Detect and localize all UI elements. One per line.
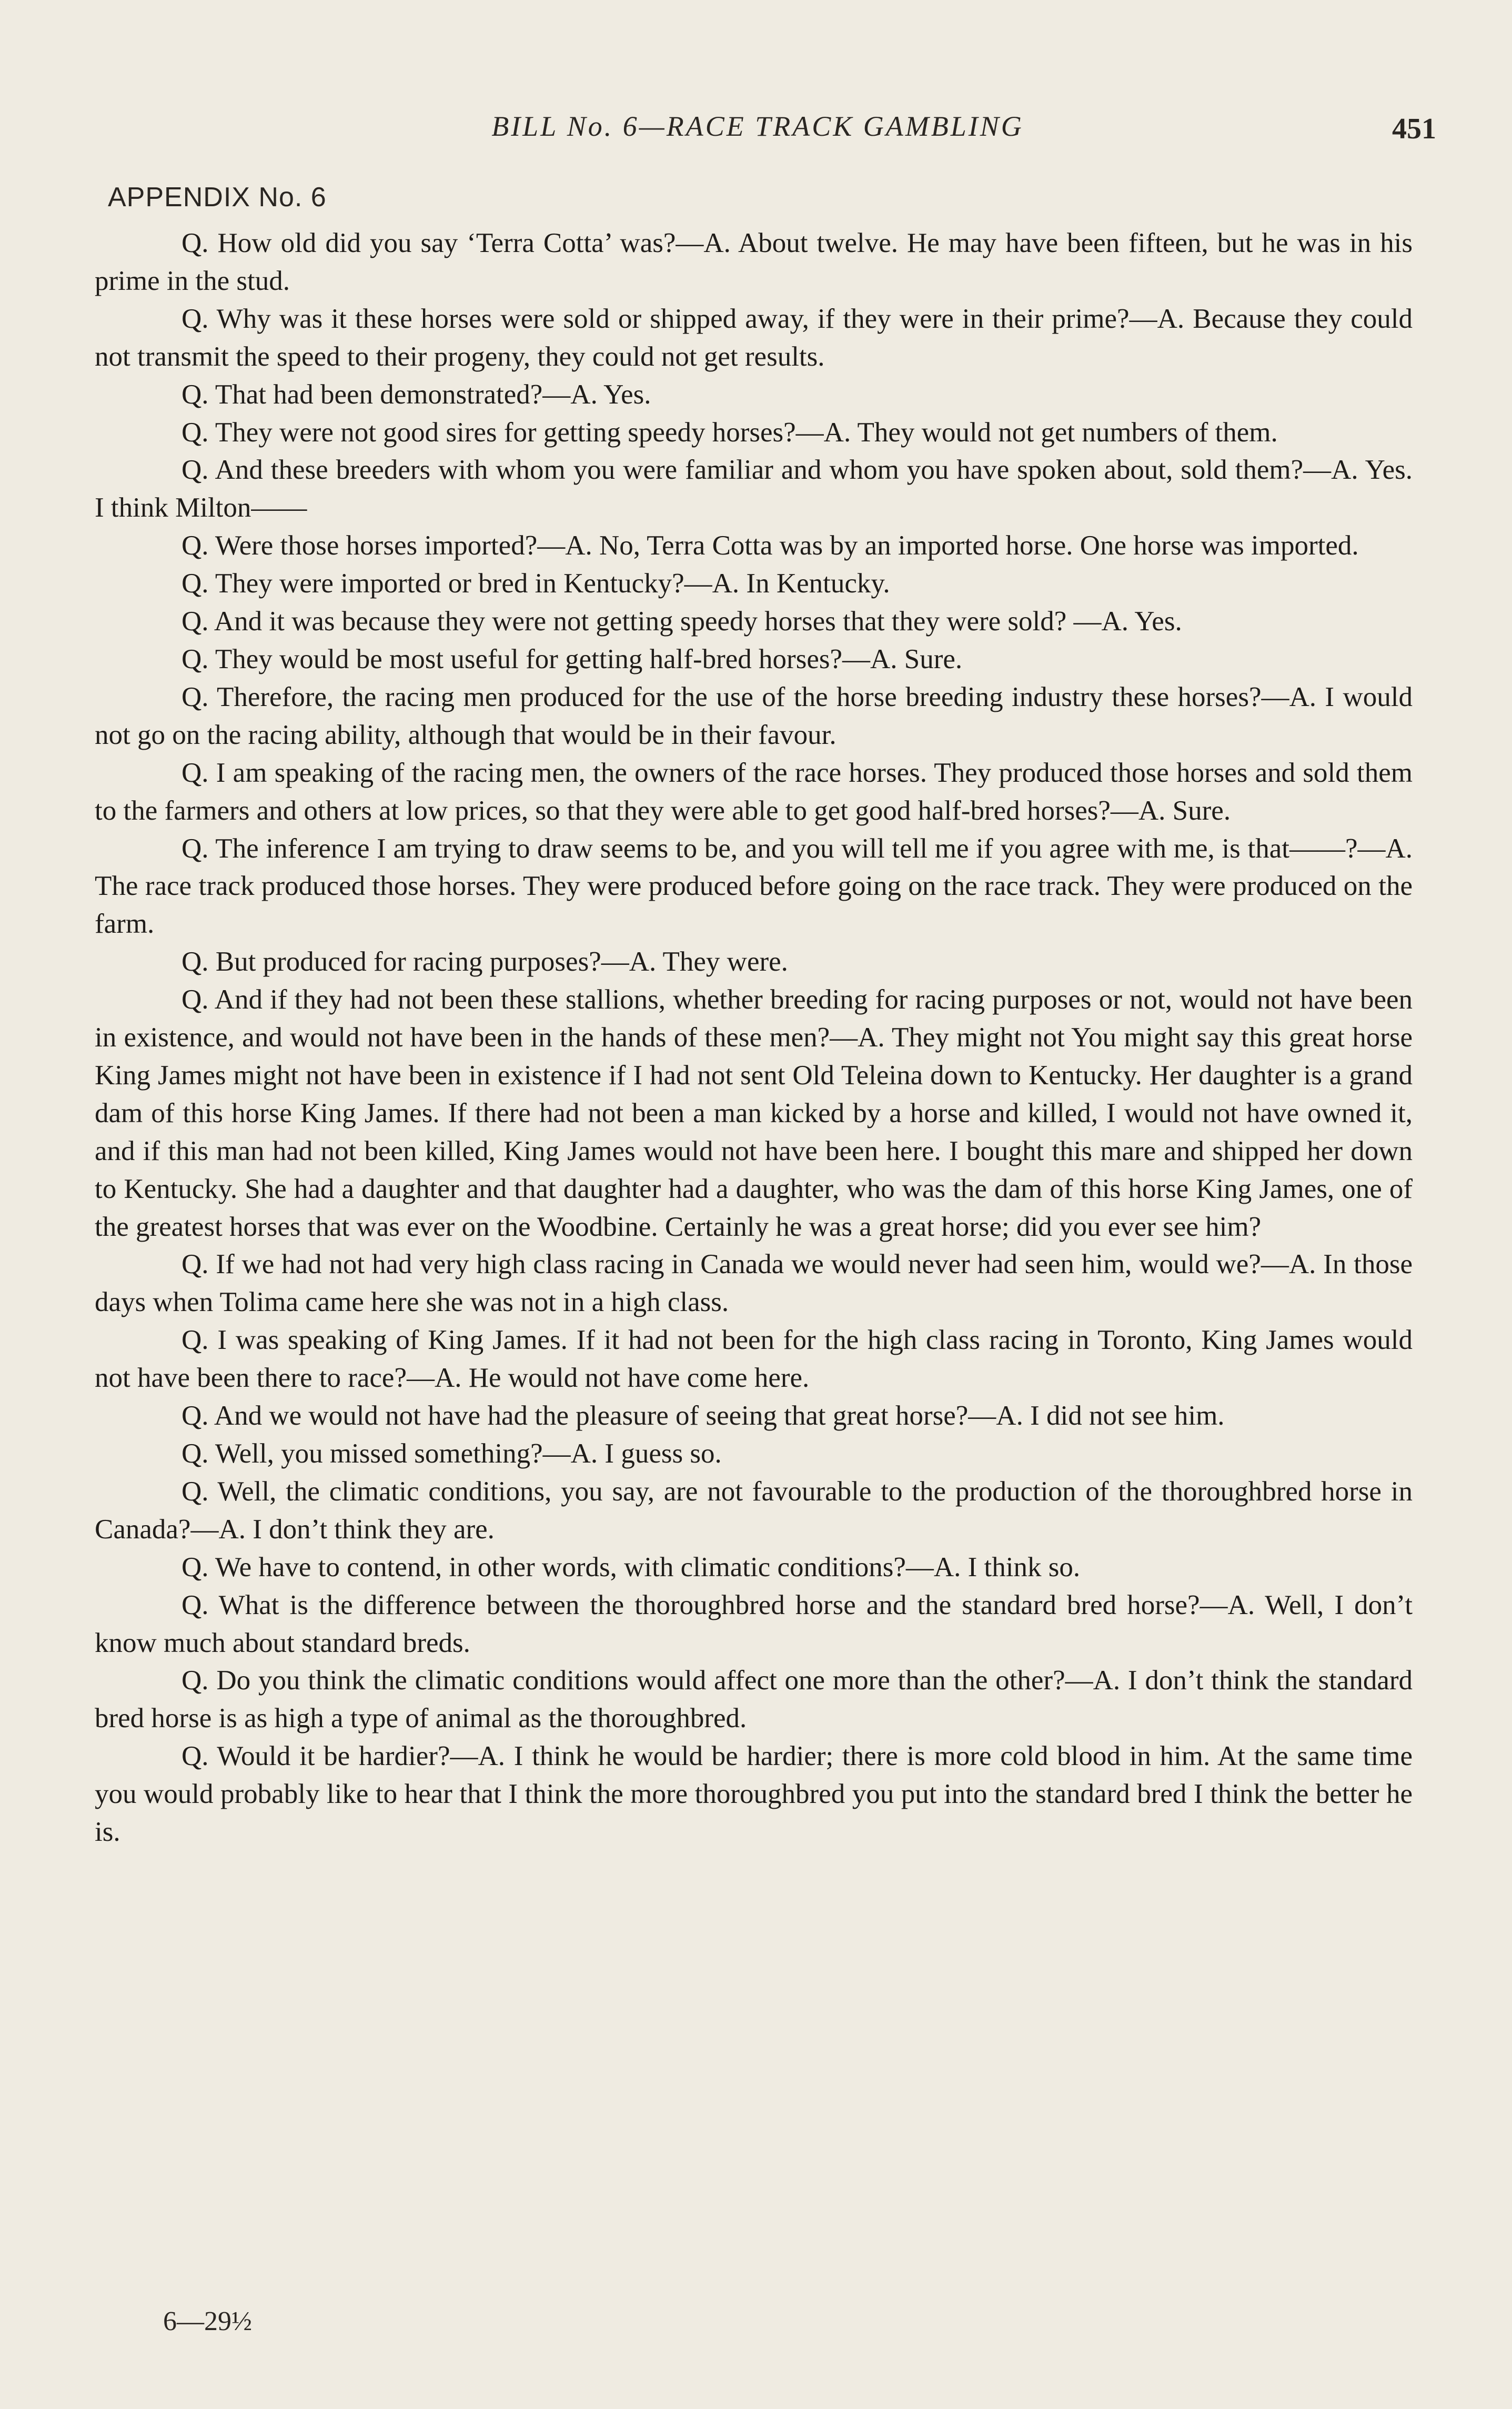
paragraph: Q. I am speaking of the racing men, the owners of the race horses. They produced those horses and sold them to the farmers and others at low prices, so that they were able to get good half-bred horses?—A. Sure. <box>95 757 1413 826</box>
paragraph: Q. Therefore, the racing men produced for the use of the horse breeding industry these horses?—A. I would not go on the racing ability, although that would be in their favour. <box>95 681 1413 750</box>
paragraph: Q. They would be most useful for getting half-bred horses?—A. Sure. <box>182 643 963 674</box>
paragraph: Q. What is the difference between the thoroughbred horse and the standard bred horse?—A. Well, I don’t know much about standard breds. <box>95 1589 1413 1658</box>
paragraph: Q. But produced for racing purposes?—A. They were. <box>182 946 788 977</box>
paragraph: Q. Do you think the climatic conditions would affect one more than the other?—A. I don’t think the standard bred horse is as high a type of animal as the thoroughbred. <box>95 1665 1413 1734</box>
paragraph: Q. That had been demonstrated?—A. Yes. <box>182 379 651 410</box>
page-number: 451 <box>1392 113 1436 145</box>
paragraph: Q. The inference I am trying to draw seems to be, and you will tell me if you agree with me, is that——?—A. The race track produced those horses. They were produced before going on the race track. They were produced on the farm. <box>95 833 1413 940</box>
paragraph: Q. Well, you missed something?—A. I guess so. <box>182 1438 722 1469</box>
paragraph: Q. How old did you say ‘Terra Cotta’ was?—A. About twelve. He may have been fifteen, but he was in his prime in the stud. <box>95 228 1413 296</box>
paragraph: Q. Why was it these horses were sold or shipped away, if they were in their prime?—A. Because they could not transmit the speed to their progeny, they could not get results. <box>95 303 1413 372</box>
text-body <box>95 225 1413 1851</box>
paragraph: Q. And if they had not been these stallions, whether breeding for racing purposes or not, would not have been in existence, and would not have been in the hands of these men?—A. They might not You might say this great horse King James might not have been in existence if I had not sent Old Teleina down to Kentucky. Her daughter is a grand dam of this horse King James. If there had not been a man kicked by a horse and killed, I would not have owned it, and if this man had not been killed, King James would not have been here. I bought this mare and shipped her down to Kentucky. She had a daughter and that daughter had a daughter, who was the dam of this horse King James, one of the greatest horses that was ever on the Woodbine. Certainly he was a great horse; did you ever see him? <box>95 984 1413 1242</box>
paragraph: Q. And these breeders with whom you were familiar and whom you have spoken about, sold them?—A. Yes. I think Milton—— <box>95 455 1413 523</box>
paragraph: Q. And it was because they were not getting speedy horses that they were sold? —A. Yes. <box>182 606 1182 637</box>
paragraph: Q. I was speaking of King James. If it had not been for the high class racing in Toronto, King James would not have been there to race?—A. He would not have come here. <box>95 1325 1413 1394</box>
paragraph: Q. We have to contend, in other words, with climatic conditions?—A. I think so. <box>182 1551 1081 1583</box>
paragraph: Q. Well, the climatic conditions, you say, are not favourable to the production of the thoroughbred horse in Canada?—A. I don’t think they are. <box>95 1476 1413 1545</box>
paragraph: Q. They were imported or bred in Kentucky?—A. In Kentucky. <box>182 568 890 599</box>
paragraph: Q. They were not good sires for getting speedy horses?—A. They would not get numbers of them. <box>182 417 1278 448</box>
paragraph: Q. If we had not had very high class racing in Canada we would never had seen him, would we?—A. In those days when Tolima came here she was not in a high class. <box>95 1249 1413 1318</box>
signature-mark: 6—29½ <box>163 2306 252 2336</box>
paragraph: Q. And we would not have had the pleasure of seeing that great horse?—A. I did not see him. <box>182 1400 1225 1432</box>
paragraph: Q. Would it be hardier?—A. I think he would be hardier; there is more cold blood in him. At the same time you would probably like to hear that I think the more thoroughbred you put into the standard bred I think the better he is. <box>95 1741 1413 1848</box>
section-label: APPENDIX No. 6 <box>108 182 327 213</box>
paragraph: Q. Were those horses imported?—A. No, Terra Cotta was by an imported horse. One horse was imported. <box>182 530 1359 561</box>
running-head: BILL No. 6—RACE TRACK GAMBLING <box>491 110 1024 142</box>
